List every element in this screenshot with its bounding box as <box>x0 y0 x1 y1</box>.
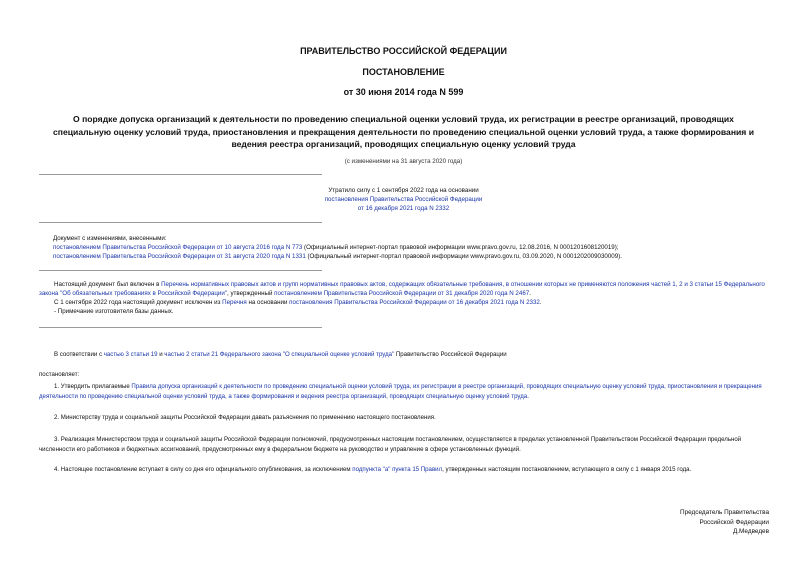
change-item <box>53 243 773 252</box>
law-link[interactable]: частью 2 статьи 21 Федерального закона "О специальной оценке условий труда" <box>164 351 395 358</box>
note-link[interactable]: Перечень нормативных правовых актов и групп нормативных правовых актов, содержащих обязательные требования, в отношении которых не применяются положения частей 1, 2 и 3 статьи 15 Федерального закона "Об обязательных требованиях в Российской Федерации" <box>39 281 765 297</box>
note-text: , утвержденный <box>227 290 275 297</box>
item-3 <box>39 435 769 454</box>
doc-title-line: О порядке допуска организаций к деятельности по проведению специальной оценки условий труда, их регистрации в реестре организаций, проводящих <box>73 114 734 124</box>
preamble <box>39 350 769 360</box>
note-text: . <box>529 290 531 297</box>
item-text: 4. Настоящее постановление вступает в силу со дня его официального опубликования, за исключением <box>54 466 353 473</box>
note-link[interactable]: постановления Правительства Российской Федерации от 16 декабря 2021 года N 2332 <box>289 299 540 306</box>
note-paragraph <box>39 298 769 307</box>
preamble-part: В соответствии с <box>54 351 104 358</box>
note-link[interactable]: Перечня <box>222 299 247 306</box>
expired-notice <box>40 186 767 213</box>
expired-line: Утратило силу с 1 сентября 2022 года на основании <box>328 187 479 194</box>
note-paragraph: - Примечание изготовителя базы данных. <box>54 308 174 315</box>
item-text: , утвержденных настоящим постановлением, вступающего в силу с 1 января 2015 года. <box>442 466 692 473</box>
note-text: С 1 сентября 2022 года настоящий документ исключен из <box>54 299 223 306</box>
divider <box>39 174 322 175</box>
item-2 <box>39 413 769 423</box>
note-link[interactable]: постановлением Правительства Российской Федерации от 31 декабря 2020 года N 2467 <box>274 290 530 297</box>
note-text: на основании <box>246 299 290 306</box>
item-4 <box>39 465 769 475</box>
note-text: Настоящий документ был включен в <box>54 281 162 288</box>
item-text: 2. Министерству труда и социальной защиты Российской Федерации давать разъяснения по применению настоящего постановления. <box>54 414 436 421</box>
edition-note: (с изменениями на 31 августа 2020 года) <box>344 158 463 165</box>
changes-block <box>53 234 773 261</box>
divider <box>39 222 322 223</box>
org-heading: ПРАВИТЕЛЬСТВО РОССИЙСКОЙ ФЕДЕРАЦИИ <box>300 46 507 56</box>
expired-link[interactable]: постановления Правительства Российской Федерации <box>324 196 483 203</box>
signature-line: Российской Федерации <box>699 518 769 526</box>
item-1 <box>39 382 769 401</box>
expired-link[interactable]: от 16 декабря 2021 года N 2332 <box>357 205 450 212</box>
law-link[interactable]: частью 3 статьи 19 <box>103 351 158 358</box>
doc-type-heading: ПОСТАНОВЛЕНИЕ <box>362 67 445 77</box>
note-text: . <box>539 299 542 306</box>
item-text: 3. Реализация Министерством труда и социальной защиты Российской Федерации полномочий, предусмотренных настоящим постановлением, осуществляется в пределах установленной Правительством Российской Федерации предельной численности его работников и бюджетных ассигнований, предусмотренных ему в федеральном бюджете на руководство и управление в сфере установленных функций. <box>39 436 742 453</box>
change-source: (Официальный интернет-портал правовой информации www.pravo.gov.ru, 03.09.2020, N 0001202009030009). <box>305 253 622 260</box>
preamble-part: и <box>157 351 165 358</box>
change-link[interactable]: постановлением Правительства Российской Федерации от 10 августа 2016 года N 773 <box>53 244 303 251</box>
divider <box>39 327 322 328</box>
doc-title-line: специальную оценку условий труда, приостановления и прекращения деятельности по проведению специальной оценки условий труда, а также формирования и <box>53 126 754 137</box>
note-paragraph <box>39 280 769 298</box>
doc-date-heading: от 30 июня 2014 года N 599 <box>343 87 464 97</box>
decides-label: постановляет: <box>39 371 80 378</box>
doc-title <box>40 113 767 151</box>
rules-subpoint-link[interactable]: подпункта "а" пункта 15 Правил <box>352 466 443 473</box>
preamble-part: Правительство Российской Федерации <box>394 351 507 358</box>
changes-intro: Документ с изменениями, внесенными: <box>53 235 167 242</box>
change-link[interactable]: постановлением Правительства Российской Федерации от 31 августа 2020 года N 1331 <box>53 253 306 260</box>
item-text: 1. Утвердить прилагаемые <box>54 383 132 390</box>
signature-line: Председатель Правительства <box>680 509 769 516</box>
signature-block <box>680 508 769 537</box>
divider <box>39 270 322 271</box>
preamble-text <box>39 350 769 360</box>
item-text: . <box>527 392 529 400</box>
change-source: (Официальный интернет-портал правовой информации www.pravo.gov.ru, 12.08.2016, N 0001201608120019); <box>302 244 619 251</box>
doc-title-line: ведения реестра организаций, проводящих специальную оценку условий труда <box>231 139 576 149</box>
change-item <box>53 252 773 261</box>
rules-link[interactable]: Правила допуска организаций к деятельности по проведению специальной оценки условий труда, их регистрации в реестре организаций, проводящих специальную оценку условий труда, приостановления и прекращения деятельности по проведению специальной оценки условий труда, а также формирования и ведения реестра организаций, проводящих специальную оценку условий труда <box>39 383 762 400</box>
database-note <box>39 280 769 316</box>
signature-name: Д.Медведев <box>732 528 769 535</box>
